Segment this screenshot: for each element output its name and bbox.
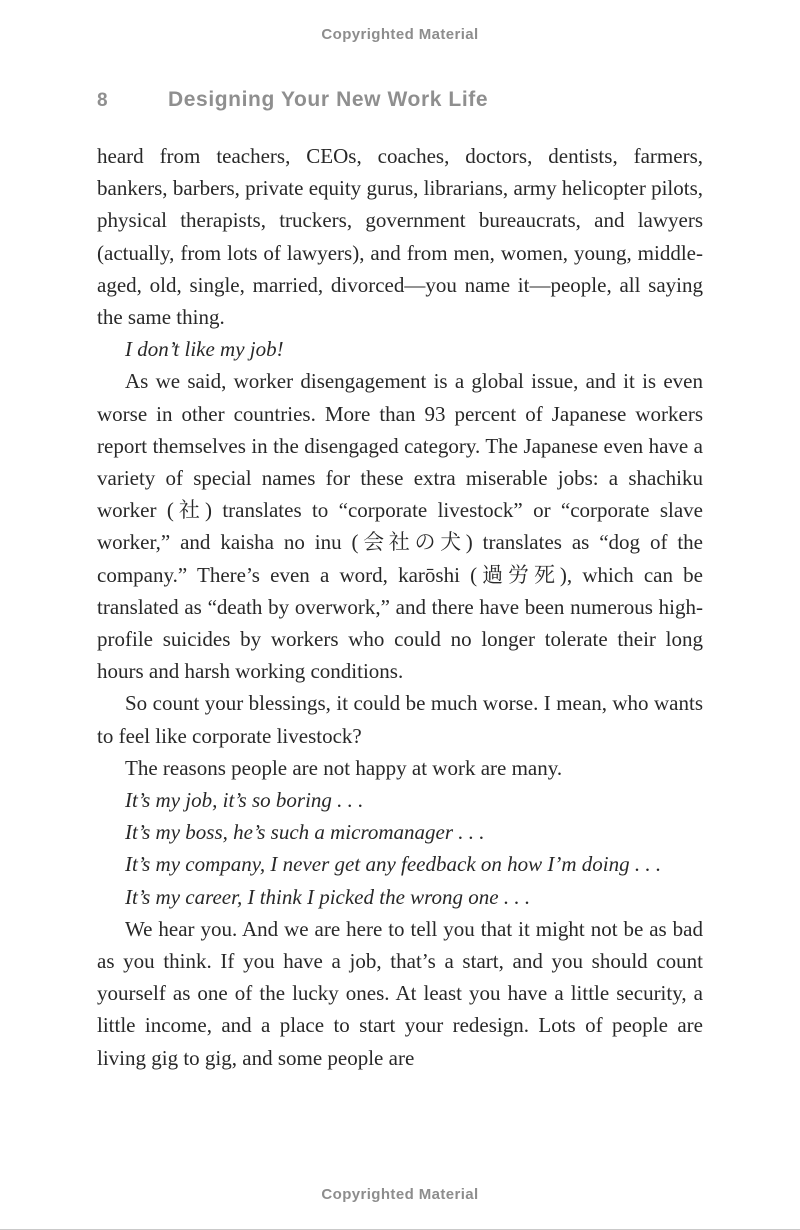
page-number: 8 [97, 90, 108, 111]
copyright-notice-bottom: Copyrighted Material [321, 1186, 479, 1203]
copyright-notice-top: Copyrighted Material [321, 26, 479, 43]
paragraph: It’s my career, I think I picked the wrong one . . . [125, 884, 531, 909]
paragraph: I don’t like my job! [125, 337, 284, 362]
page-body [97, 140, 703, 1074]
running-title: Designing Your New Work Life [168, 88, 489, 111]
paragraph: It’s my boss, he’s such a micromanager . . . [125, 820, 485, 845]
paragraph: It’s my job, it’s so boring . . . [125, 788, 364, 813]
paragraph: The reasons people are not happy at work are many. [125, 755, 563, 780]
paragraph: heard from teachers, CEOs, coaches, doctors, dentists, farmers, bankers, barbers, private equity gurus, librarians, army helicopter pilots, physical therapists, truckers, government bureaucrats, and lawyers (actually, from lots of lawyers), and from men, women, young, middle-aged, old, single, married, divorced—you name it—people, all saying the same thing. [97, 144, 703, 330]
page-header [97, 88, 703, 112]
paragraph: We hear you. And we are here to tell you that it might not be as bad as you think. If you have a job, that’s a start, and you should count yourself as one of the lucky ones. At least you have a little security, a little income, and a place to start your redesign. Lots of people are living gig to gig, and some people are [97, 916, 703, 1070]
paragraph: So count your blessings, it could be much worse. I mean, who wants to feel like corporate livestock? [97, 691, 703, 748]
paragraph: As we said, worker disengagement is a global issue, and it is even worse in other countries. More than 93 percent of Japanese workers report themselves in the disengaged category. The Japanese even have a variety of special names for these extra miserable jobs: a shachiku worker (社) translates to “corporate livestock” or “corporate slave worker,” and kaisha no inu (会社の犬) translates as “dog of the company.” There’s even a word, karōshi (過労死), which can be translated as “death by overwork,” and there have been numerous high-profile suicides by workers who could no longer tolerate their long hours and harsh working conditions. [97, 369, 703, 684]
paragraph: It’s my company, I never get any feedback on how I’m doing . . . [125, 852, 662, 877]
